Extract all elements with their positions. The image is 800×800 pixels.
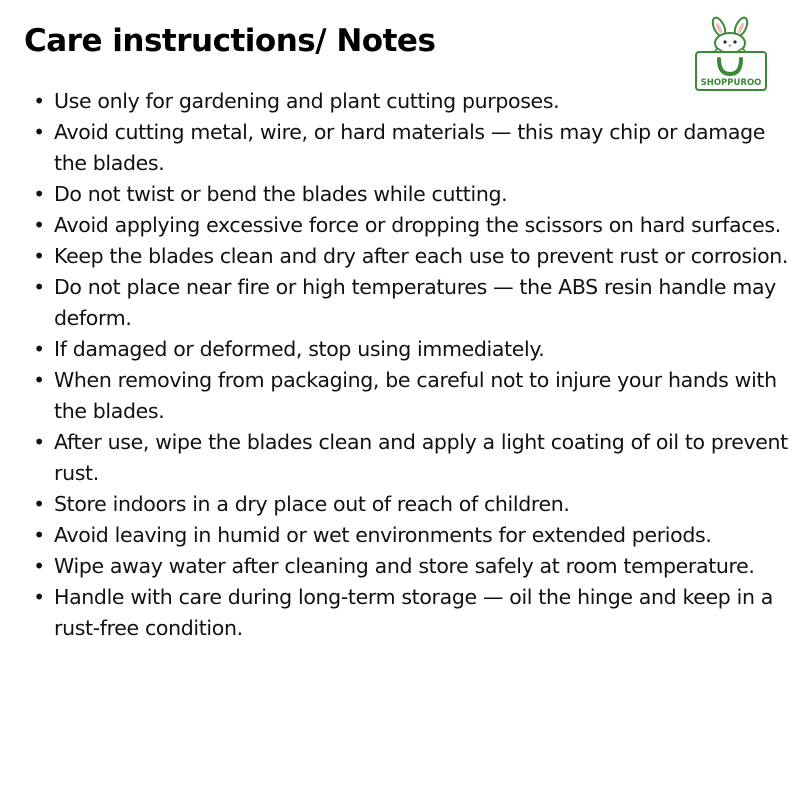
- care-note-text: Avoid applying excessive force or dropping the scissors on hard surfaces.: [54, 213, 781, 237]
- bullet-icon: •: [33, 213, 45, 237]
- bullet-icon: •: [33, 554, 45, 578]
- care-note-text: If damaged or deformed, stop using immediately.: [54, 337, 545, 361]
- bullet-icon: •: [33, 368, 45, 392]
- care-note-text: Wipe away water after cleaning and store safely at room temperature.: [54, 554, 755, 578]
- care-note-text: Use only for gardening and plant cutting purposes.: [54, 89, 560, 113]
- care-note-item: [33, 489, 796, 520]
- care-note-item: [33, 582, 796, 644]
- care-note-text: Avoid leaving in humid or wet environments for extended periods.: [54, 523, 712, 547]
- care-note-text: Handle with care during long-term storage — oil the hinge and keep in a rust-free condition.: [54, 585, 773, 640]
- bullet-icon: •: [33, 523, 45, 547]
- care-note-text: Store indoors in a dry place out of reach of children.: [54, 492, 570, 516]
- brand-logo: [694, 14, 770, 92]
- care-note-item: [33, 241, 796, 272]
- care-note-item: [33, 334, 796, 365]
- bullet-icon: •: [33, 275, 45, 299]
- care-note-item: [33, 179, 796, 210]
- bullet-icon: •: [33, 89, 45, 113]
- care-note-item: [33, 272, 796, 334]
- care-note-item: [33, 210, 796, 241]
- care-note-item: [33, 365, 796, 427]
- page-title: Care instructions/ Notes: [24, 23, 436, 59]
- bullet-icon: •: [33, 337, 45, 361]
- care-note-item: [33, 551, 796, 582]
- care-note-item: [33, 520, 796, 551]
- care-note-text: After use, wipe the blades clean and apply a light coating of oil to prevent rust.: [54, 430, 788, 485]
- rabbit-shopping-bag-icon: [694, 14, 770, 92]
- care-note-text: When removing from packaging, be careful not to injure your hands with the blades.: [54, 368, 777, 423]
- care-notes-list: [33, 86, 796, 644]
- care-note-text: Do not twist or bend the blades while cutting.: [54, 182, 508, 206]
- bullet-icon: •: [33, 120, 45, 144]
- bullet-icon: •: [33, 244, 45, 268]
- bullet-icon: •: [33, 492, 45, 516]
- bullet-icon: •: [33, 430, 45, 454]
- brand-logo-text: SHOPPUROO: [700, 78, 762, 88]
- care-note-text: Avoid cutting metal, wire, or hard materials — this may chip or damage the blades.: [54, 120, 765, 175]
- care-note-item: [33, 86, 796, 117]
- care-note-text: Do not place near fire or high temperatures — the ABS resin handle may deform.: [54, 275, 776, 330]
- bullet-icon: •: [33, 182, 45, 206]
- care-note-item: [33, 427, 796, 489]
- care-note-text: Keep the blades clean and dry after each use to prevent rust or corrosion.: [54, 244, 789, 268]
- bullet-icon: •: [33, 585, 45, 609]
- care-note-item: [33, 117, 796, 179]
